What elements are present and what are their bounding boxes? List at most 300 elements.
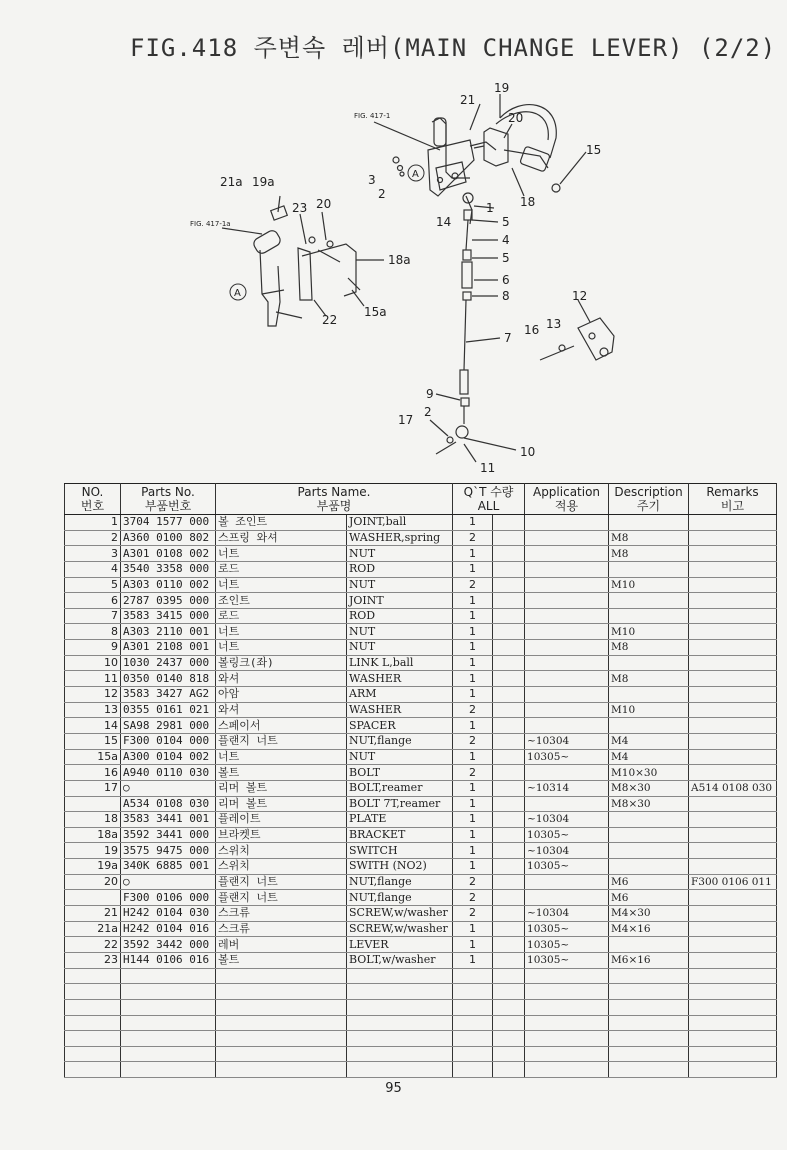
part-number-index — [65, 890, 121, 906]
remarks — [689, 718, 777, 734]
part-name-korean: 볼트 — [216, 765, 347, 781]
callout-18a: 18a — [388, 253, 411, 267]
table-row — [65, 952, 777, 968]
callout-5-top: 5 — [502, 215, 510, 229]
empty-cell — [525, 1031, 609, 1047]
empty-cell — [216, 1046, 347, 1062]
callout-5-mid: 5 — [502, 251, 510, 265]
description — [609, 812, 689, 828]
part-name-korean: 플랜지 너트 — [216, 874, 347, 890]
exploded-parts-diagram — [0, 0, 787, 480]
application: 10305~ — [525, 827, 609, 843]
part-code: ○ — [121, 874, 216, 890]
description: M8 — [609, 530, 689, 546]
callout-14: 14 — [436, 215, 452, 229]
empty-cell — [525, 984, 609, 1000]
empty-cell — [65, 1046, 121, 1062]
quantity-extra — [493, 546, 525, 562]
empty-cell — [65, 968, 121, 984]
callout-9: 9 — [426, 387, 434, 401]
empty-table-row — [65, 968, 777, 984]
part-name-english: JOINT,ball — [347, 515, 453, 531]
empty-table-row — [65, 984, 777, 1000]
quantity: 2 — [453, 765, 493, 781]
remarks — [689, 952, 777, 968]
quantity: 1 — [453, 952, 493, 968]
remarks: A514 0108 030 — [689, 780, 777, 796]
remarks — [689, 608, 777, 624]
table-row — [65, 687, 777, 703]
description — [609, 593, 689, 609]
part-code: 3583 3427 AG2 — [121, 687, 216, 703]
quantity-extra — [493, 718, 525, 734]
empty-cell — [121, 1062, 216, 1078]
callout-12: 12 — [572, 289, 588, 303]
callout-11: 11 — [480, 461, 496, 475]
ref-fig-417-1a: FIG. 417-1a — [190, 220, 231, 228]
part-code: H242 0104 030 — [121, 906, 216, 922]
part-name-english: LEVER — [347, 937, 453, 953]
part-name-english: BOLT,w/washer — [347, 952, 453, 968]
part-name-korean: 너트 — [216, 546, 347, 562]
part-number-index: 15 — [65, 733, 121, 749]
part-code: 3583 3415 000 — [121, 608, 216, 624]
table-row — [65, 843, 777, 859]
empty-cell — [493, 1062, 525, 1078]
table-row — [65, 671, 777, 687]
part-code: H144 0106 016 — [121, 952, 216, 968]
quantity-extra — [493, 515, 525, 531]
part-name-english: WASHER — [347, 702, 453, 718]
part-number-index: 7 — [65, 608, 121, 624]
quantity: 1 — [453, 796, 493, 812]
quantity-extra — [493, 859, 525, 875]
table-row — [65, 827, 777, 843]
application: ~10314 — [525, 780, 609, 796]
description: M10 — [609, 577, 689, 593]
part-number-index — [65, 796, 121, 812]
quantity: 1 — [453, 561, 493, 577]
description — [609, 937, 689, 953]
empty-cell — [216, 968, 347, 984]
description: M6 — [609, 874, 689, 890]
callout-13: 13 — [546, 317, 562, 331]
part-name-english: ROD — [347, 608, 453, 624]
empty-cell — [65, 1015, 121, 1031]
part-name-korean: 스페이서 — [216, 718, 347, 734]
empty-cell — [689, 1031, 777, 1047]
empty-cell — [609, 1031, 689, 1047]
quantity: 1 — [453, 546, 493, 562]
part-number-index: 19 — [65, 843, 121, 859]
description: M10 — [609, 624, 689, 640]
application: 10305~ — [525, 921, 609, 937]
description: M8 — [609, 671, 689, 687]
part-name-english: SCREW,w/washer — [347, 921, 453, 937]
part-code: 3540 3358 000 — [121, 561, 216, 577]
remarks — [689, 749, 777, 765]
empty-cell — [689, 984, 777, 1000]
part-name-english: SCREW,w/washer — [347, 906, 453, 922]
application — [525, 530, 609, 546]
part-code: A301 2108 001 — [121, 640, 216, 656]
ref-a-mark-1: A — [412, 169, 419, 180]
quantity: 1 — [453, 937, 493, 953]
application — [525, 655, 609, 671]
part-name-korean: 볼 조인트 — [216, 515, 347, 531]
remarks — [689, 859, 777, 875]
part-number-index: 21 — [65, 906, 121, 922]
part-code: 1030 2437 000 — [121, 655, 216, 671]
description — [609, 561, 689, 577]
part-name-korean: 플레이트 — [216, 812, 347, 828]
description: M4×16 — [609, 921, 689, 937]
part-code: A534 0108 030 — [121, 796, 216, 812]
empty-cell — [453, 1046, 493, 1062]
empty-table-row — [65, 1031, 777, 1047]
remarks — [689, 577, 777, 593]
part-code: A303 0110 002 — [121, 577, 216, 593]
part-code: 2787 0395 000 — [121, 593, 216, 609]
empty-cell — [525, 999, 609, 1015]
empty-cell — [453, 1031, 493, 1047]
empty-cell — [525, 968, 609, 984]
remarks — [689, 687, 777, 703]
remarks — [689, 765, 777, 781]
part-name-korean: 플랜지 너트 — [216, 890, 347, 906]
remarks — [689, 624, 777, 640]
application: ~10304 — [525, 906, 609, 922]
quantity-extra — [493, 890, 525, 906]
header-description: Description 주기 — [609, 484, 689, 515]
header-application: Application 적용 — [525, 484, 609, 515]
part-number-index: 16 — [65, 765, 121, 781]
quantity-extra — [493, 749, 525, 765]
part-number-index: 15a — [65, 749, 121, 765]
application — [525, 515, 609, 531]
callout-15: 15 — [586, 143, 602, 157]
part-code: SA98 2981 000 — [121, 718, 216, 734]
description: M10×30 — [609, 765, 689, 781]
remarks — [689, 906, 777, 922]
part-name-english: BOLT — [347, 765, 453, 781]
part-number-index: 6 — [65, 593, 121, 609]
description: M8×30 — [609, 796, 689, 812]
table-row — [65, 718, 777, 734]
table-row — [65, 921, 777, 937]
empty-cell — [347, 1062, 453, 1078]
application: ~10304 — [525, 843, 609, 859]
table-row — [65, 859, 777, 875]
application — [525, 593, 609, 609]
part-number-index: 4 — [65, 561, 121, 577]
table-row — [65, 937, 777, 953]
application: 10305~ — [525, 749, 609, 765]
part-name-english: NUT — [347, 640, 453, 656]
part-number-index: 10 — [65, 655, 121, 671]
part-number-index: 8 — [65, 624, 121, 640]
description: M6 — [609, 890, 689, 906]
empty-cell — [65, 999, 121, 1015]
remarks: F300 0106 011 — [689, 874, 777, 890]
part-name-english: NUT,flange — [347, 874, 453, 890]
empty-cell — [609, 1046, 689, 1062]
callout-18: 18 — [520, 195, 536, 209]
part-number-index: 14 — [65, 718, 121, 734]
empty-cell — [121, 1046, 216, 1062]
part-name-korean: 로드 — [216, 561, 347, 577]
part-code: 3575 9475 000 — [121, 843, 216, 859]
quantity: 1 — [453, 671, 493, 687]
remarks — [689, 733, 777, 749]
table-row — [65, 640, 777, 656]
part-name-korean: 아암 — [216, 687, 347, 703]
application — [525, 702, 609, 718]
application — [525, 796, 609, 812]
part-number-index: 21a — [65, 921, 121, 937]
part-name-english: NUT — [347, 546, 453, 562]
quantity: 1 — [453, 843, 493, 859]
callout-8: 8 — [502, 289, 510, 303]
empty-cell — [121, 1015, 216, 1031]
part-number-index: 23 — [65, 952, 121, 968]
empty-cell — [689, 1015, 777, 1031]
part-number-index: 18 — [65, 812, 121, 828]
table-row — [65, 906, 777, 922]
description — [609, 655, 689, 671]
empty-cell — [216, 1062, 347, 1078]
application — [525, 640, 609, 656]
part-code: A301 0108 002 — [121, 546, 216, 562]
application: 10305~ — [525, 937, 609, 953]
part-name-korean: 볼트 — [216, 952, 347, 968]
quantity: 2 — [453, 577, 493, 593]
callout-19a: 19a — [252, 175, 275, 189]
part-name-korean: 너트 — [216, 640, 347, 656]
part-code: 3592 3442 000 — [121, 937, 216, 953]
part-name-english: NUT — [347, 577, 453, 593]
part-name-korean: 리머 볼트 — [216, 796, 347, 812]
part-name-korean: 브라켓트 — [216, 827, 347, 843]
part-name-english: PLATE — [347, 812, 453, 828]
part-name-korean: 레버 — [216, 937, 347, 953]
quantity: 2 — [453, 890, 493, 906]
empty-cell — [347, 1046, 453, 1062]
empty-cell — [347, 984, 453, 1000]
empty-cell — [121, 968, 216, 984]
quantity: 1 — [453, 749, 493, 765]
quantity-extra — [493, 796, 525, 812]
part-code: F300 0106 000 — [121, 890, 216, 906]
part-number-index: 19a — [65, 859, 121, 875]
description: M8×30 — [609, 780, 689, 796]
part-name-english: SPACER — [347, 718, 453, 734]
part-name-korean: 스크류 — [216, 906, 347, 922]
application — [525, 765, 609, 781]
quantity: 1 — [453, 515, 493, 531]
part-code: 3583 3441 001 — [121, 812, 216, 828]
empty-cell — [453, 968, 493, 984]
quantity-extra — [493, 874, 525, 890]
empty-cell — [493, 999, 525, 1015]
part-name-english: BOLT 7T,reamer — [347, 796, 453, 812]
quantity: 1 — [453, 640, 493, 656]
empty-cell — [216, 984, 347, 1000]
empty-cell — [493, 1015, 525, 1031]
quantity-extra — [493, 827, 525, 843]
description: M8 — [609, 640, 689, 656]
part-name-korean: 스위치 — [216, 843, 347, 859]
empty-cell — [493, 984, 525, 1000]
empty-cell — [121, 999, 216, 1015]
description: M8 — [609, 546, 689, 562]
part-name-english: ARM — [347, 687, 453, 703]
quantity: 1 — [453, 780, 493, 796]
remarks — [689, 796, 777, 812]
callout-21: 21 — [460, 93, 476, 107]
part-code: A940 0110 030 — [121, 765, 216, 781]
part-number-index: 12 — [65, 687, 121, 703]
quantity-extra — [493, 608, 525, 624]
description: M4 — [609, 749, 689, 765]
part-name-korean: 조인트 — [216, 593, 347, 609]
quantity: 1 — [453, 812, 493, 828]
application: 10305~ — [525, 952, 609, 968]
description — [609, 687, 689, 703]
empty-cell — [609, 1062, 689, 1078]
ref-a-mark-2: A — [234, 288, 241, 299]
empty-table-row — [65, 999, 777, 1015]
application — [525, 624, 609, 640]
empty-cell — [689, 968, 777, 984]
empty-cell — [216, 1015, 347, 1031]
part-name-korean: 스크류 — [216, 921, 347, 937]
remarks — [689, 702, 777, 718]
table-row — [65, 749, 777, 765]
part-name-korean: 스위치 — [216, 859, 347, 875]
part-code: A360 0100 802 — [121, 530, 216, 546]
quantity-extra — [493, 671, 525, 687]
quantity: 1 — [453, 859, 493, 875]
quantity: 1 — [453, 718, 493, 734]
table-row — [65, 702, 777, 718]
quantity: 1 — [453, 921, 493, 937]
table-row — [65, 577, 777, 593]
quantity: 1 — [453, 827, 493, 843]
part-code: A300 0104 002 — [121, 749, 216, 765]
quantity-extra — [493, 952, 525, 968]
quantity-extra — [493, 593, 525, 609]
quantity-extra — [493, 812, 525, 828]
callout-2-bottom: 2 — [424, 405, 432, 419]
part-number-index: 13 — [65, 702, 121, 718]
table-row — [65, 561, 777, 577]
empty-cell — [525, 1015, 609, 1031]
part-number-index: 22 — [65, 937, 121, 953]
empty-cell — [689, 1062, 777, 1078]
table-header-row — [65, 484, 777, 515]
remarks — [689, 593, 777, 609]
quantity: 1 — [453, 624, 493, 640]
application — [525, 671, 609, 687]
quantity: 2 — [453, 733, 493, 749]
empty-cell — [121, 1031, 216, 1047]
remarks — [689, 530, 777, 546]
callout-6: 6 — [502, 273, 510, 287]
part-number-index: 2 — [65, 530, 121, 546]
empty-cell — [347, 1015, 453, 1031]
part-code: 3592 3441 000 — [121, 827, 216, 843]
part-name-english: SWITH (NO2) — [347, 859, 453, 875]
table-row — [65, 812, 777, 828]
header-parts-no: Parts No. 부품번호 — [121, 484, 216, 515]
empty-cell — [493, 968, 525, 984]
part-number-index: 1 — [65, 515, 121, 531]
quantity: 1 — [453, 608, 493, 624]
quantity: 2 — [453, 702, 493, 718]
remarks — [689, 827, 777, 843]
part-name-korean: 로드 — [216, 608, 347, 624]
quantity-extra — [493, 937, 525, 953]
part-number-index: 11 — [65, 671, 121, 687]
application — [525, 890, 609, 906]
callout-20-left: 20 — [316, 197, 332, 211]
part-name-english: NUT — [347, 624, 453, 640]
table-row — [65, 515, 777, 531]
application — [525, 687, 609, 703]
table-row — [65, 655, 777, 671]
page-number: 95 — [385, 1081, 402, 1096]
remarks — [689, 515, 777, 531]
part-code: A303 2110 001 — [121, 624, 216, 640]
empty-cell — [216, 999, 347, 1015]
remarks — [689, 640, 777, 656]
callout-16: 16 — [524, 323, 540, 337]
description: M4×30 — [609, 906, 689, 922]
ref-fig-417-1: FIG. 417-1 — [354, 112, 391, 120]
empty-table-row — [65, 1062, 777, 1078]
empty-cell — [347, 1031, 453, 1047]
table-row — [65, 733, 777, 749]
table-row — [65, 874, 777, 890]
quantity-extra — [493, 702, 525, 718]
part-name-english: BRACKET — [347, 827, 453, 843]
empty-cell — [347, 968, 453, 984]
description — [609, 827, 689, 843]
quantity-extra — [493, 530, 525, 546]
quantity-extra — [493, 843, 525, 859]
empty-table-row — [65, 1046, 777, 1062]
part-code: ○ — [121, 780, 216, 796]
part-code: F300 0104 000 — [121, 733, 216, 749]
empty-cell — [121, 984, 216, 1000]
part-name-english: NUT — [347, 749, 453, 765]
quantity: 1 — [453, 593, 493, 609]
part-name-english: JOINT — [347, 593, 453, 609]
callout-1: 1 — [486, 201, 494, 215]
application — [525, 561, 609, 577]
description — [609, 843, 689, 859]
callout-17: 17 — [398, 413, 414, 427]
part-name-english: SWITCH — [347, 843, 453, 859]
part-name-english: NUT,flange — [347, 890, 453, 906]
table-row — [65, 890, 777, 906]
application: ~10304 — [525, 733, 609, 749]
quantity: 1 — [453, 655, 493, 671]
header-qty: Q`T 수량 ALL — [453, 484, 525, 515]
quantity: 1 — [453, 687, 493, 703]
application — [525, 546, 609, 562]
